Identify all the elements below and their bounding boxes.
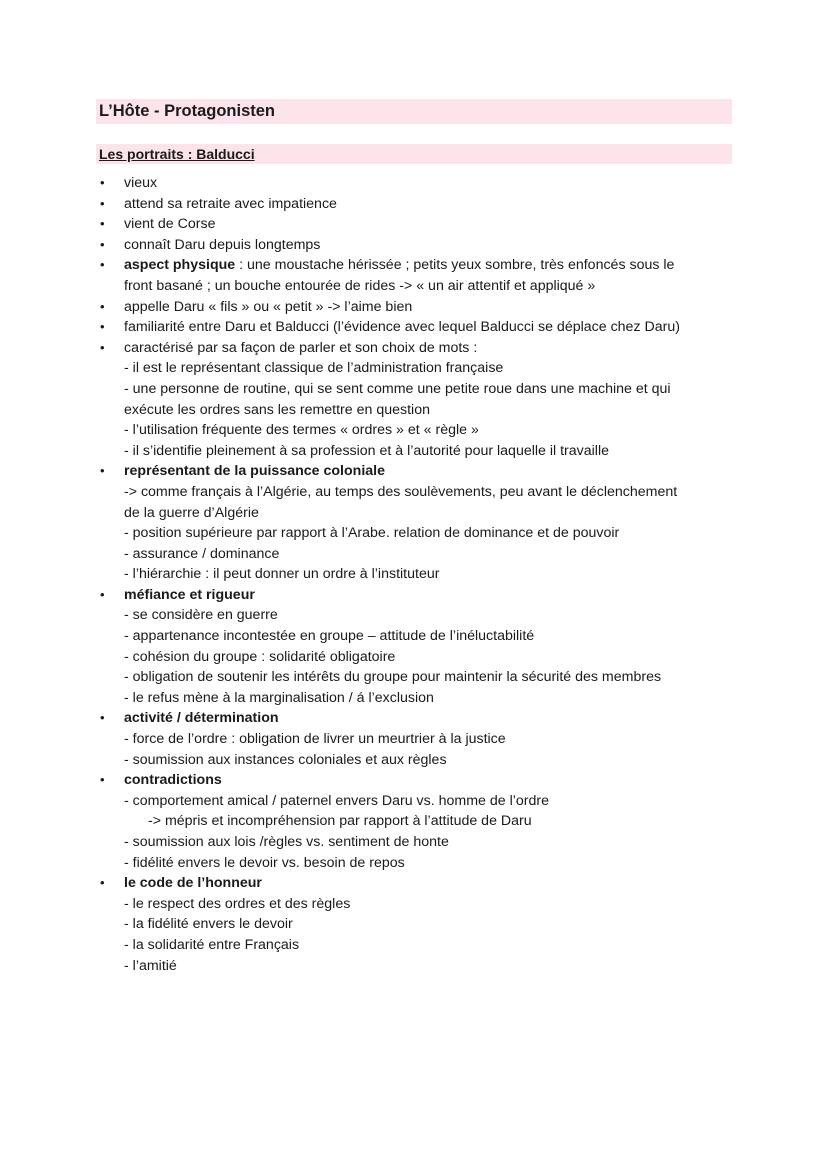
bullet-item bbox=[0, 770, 828, 791]
bullet-item bbox=[0, 255, 828, 276]
line-text bbox=[124, 441, 609, 462]
line-body: - la solidarité entre Français bbox=[124, 936, 300, 953]
line-text bbox=[124, 894, 350, 915]
bullet-item bbox=[0, 297, 828, 318]
line-body: - la fidélité envers le devoir bbox=[124, 916, 293, 933]
list-line bbox=[0, 853, 828, 874]
line-body: - il s’identifie pleinement à sa profession et à l’autorité pour laquelle il travaille bbox=[124, 442, 610, 459]
line-text bbox=[148, 811, 532, 832]
bullet-dot-icon: • bbox=[100, 463, 105, 479]
bold-term: méfiance et rigueur bbox=[124, 586, 255, 603]
line-body: appelle Daru « fils » ou « petit » -> l’aime bien bbox=[124, 298, 413, 315]
line-body: familiarité entre Daru et Balducci (l’évidence avec lequel Balducci se déplace chez Daru) bbox=[124, 319, 680, 336]
list-line bbox=[0, 791, 828, 812]
list-line bbox=[0, 564, 828, 585]
line-text bbox=[124, 276, 595, 297]
bold-term: représentant de la puissance coloniale bbox=[124, 463, 385, 480]
line-text bbox=[124, 688, 434, 709]
line-body: vient de Corse bbox=[124, 216, 216, 233]
line-text bbox=[124, 564, 439, 585]
line-text bbox=[124, 400, 430, 421]
list-line bbox=[0, 482, 828, 503]
line-text bbox=[124, 873, 262, 894]
bullet-list bbox=[0, 173, 828, 976]
line-body: - soumission aux lois /règles vs. sentiment de honte bbox=[124, 834, 449, 850]
bullet-dot-icon: • bbox=[100, 195, 105, 211]
line-body: - appartenance incontestée en groupe – attitude de l’inéluctabilité bbox=[124, 628, 535, 645]
line-text bbox=[124, 523, 619, 544]
section-heading: Les portraits : Balducci bbox=[99, 146, 255, 162]
line-text bbox=[124, 914, 293, 935]
bullet-dot-icon: • bbox=[100, 175, 105, 190]
list-line bbox=[0, 832, 828, 853]
list-line bbox=[0, 914, 828, 935]
bullet-dot-icon: • bbox=[100, 298, 105, 314]
bullet-item bbox=[0, 317, 828, 338]
list-line bbox=[0, 420, 828, 441]
line-body: vieux bbox=[124, 175, 158, 191]
bullet-dot-icon: • bbox=[100, 257, 105, 273]
line-text bbox=[124, 173, 157, 194]
line-text bbox=[124, 853, 405, 874]
line-text bbox=[124, 235, 320, 256]
line-text bbox=[124, 750, 447, 771]
line-body: -> mépris et incompréhension par rapport à l’attitude de Daru bbox=[148, 813, 532, 830]
list-line bbox=[0, 667, 828, 688]
bullet-item bbox=[0, 173, 828, 194]
line-text bbox=[124, 544, 279, 565]
list-line bbox=[0, 750, 828, 771]
line-body: - cohésion du groupe : solidarité obligatoire bbox=[124, 648, 396, 665]
line-text bbox=[124, 956, 177, 977]
list-line bbox=[0, 523, 828, 544]
list-line bbox=[0, 358, 828, 379]
line-body: - fidélité envers le devoir vs. besoin de repos bbox=[124, 854, 405, 871]
line-body: de la guerre d’Algérie bbox=[124, 504, 259, 521]
line-text bbox=[124, 297, 412, 318]
bold-term: activité / détermination bbox=[124, 710, 279, 727]
bullet-item bbox=[0, 461, 828, 482]
line-text bbox=[124, 605, 278, 626]
bullet-item bbox=[0, 194, 828, 215]
line-body: caractérisé par sa façon de parler et son choix de mots : bbox=[124, 339, 478, 356]
bullet-dot-icon: • bbox=[100, 319, 105, 335]
line-body: - le refus mène à la marginalisation / á l’exclusion bbox=[124, 689, 434, 706]
bullet-item bbox=[0, 708, 828, 729]
bullet-dot-icon: • bbox=[100, 586, 105, 602]
line-body: - comportement amical / paternel envers Daru vs. homme de l’ordre bbox=[124, 792, 550, 809]
line-text bbox=[124, 791, 549, 812]
line-text bbox=[124, 461, 385, 482]
line-text bbox=[124, 729, 506, 750]
line-body: : une moustache hérissée ; petits yeux sombre, très enfoncés sous le bbox=[235, 257, 675, 274]
line-text bbox=[124, 503, 259, 524]
list-line bbox=[0, 379, 828, 400]
line-body: attend sa retraite avec impatience bbox=[124, 195, 337, 212]
line-body: - l’utilisation fréquente des termes « ordres » et « règle » bbox=[124, 422, 479, 439]
list-line bbox=[0, 894, 828, 915]
line-text bbox=[124, 317, 680, 338]
list-line bbox=[0, 647, 828, 668]
line-body: - l’hiérarchie : il peut donner un ordre à l’instituteur bbox=[124, 566, 440, 583]
bullet-dot-icon: • bbox=[100, 772, 105, 788]
bullet-dot-icon: • bbox=[100, 339, 105, 355]
line-body: - position supérieure par rapport à l’Arabe. relation de dominance et de pouvoir bbox=[124, 525, 620, 542]
line-text bbox=[124, 338, 477, 359]
line-text bbox=[124, 770, 222, 791]
list-line bbox=[0, 626, 828, 647]
line-body: - il est le représentant classique de l’administration française bbox=[124, 360, 504, 377]
line-body: front basané ; un bouche entourée de rides -> « un air attentif et appliqué » bbox=[124, 277, 596, 294]
bullet-item bbox=[0, 873, 828, 894]
list-line bbox=[0, 935, 828, 956]
list-line bbox=[0, 503, 828, 524]
line-body: - une personne de routine, qui se sent comme une petite roue dans une machine et qui bbox=[124, 380, 671, 397]
line-text bbox=[124, 935, 299, 956]
line-text bbox=[124, 194, 337, 215]
list-line bbox=[0, 688, 828, 709]
line-text bbox=[124, 647, 395, 668]
line-text bbox=[124, 585, 255, 606]
line-text bbox=[124, 832, 449, 853]
page-title: L’Hôte - Protagonisten bbox=[99, 102, 276, 120]
line-body: -> comme français à l’Algérie, au temps des soulèvements, peu avant le déclenchement bbox=[124, 483, 678, 500]
list-line bbox=[0, 276, 828, 297]
line-text bbox=[124, 358, 503, 379]
bullet-item bbox=[0, 338, 828, 359]
bullet-item bbox=[0, 585, 828, 606]
line-text bbox=[124, 420, 479, 441]
bold-term: contradictions bbox=[124, 772, 222, 789]
line-body: - le respect des ordres et des règles bbox=[124, 895, 351, 912]
list-line bbox=[0, 729, 828, 750]
line-text bbox=[124, 255, 674, 276]
line-body: - soumission aux instances coloniales et aux règles bbox=[124, 751, 447, 768]
line-body: - se considère en guerre bbox=[124, 607, 278, 624]
line-body: - l’amitié bbox=[124, 957, 177, 974]
line-body: exécute les ordres sans les remettre en question bbox=[124, 401, 430, 418]
list-line bbox=[0, 956, 828, 977]
bold-term: aspect physique bbox=[124, 257, 236, 274]
line-body: - obligation de soutenir les intérêts du groupe pour maintenir la sécurité des membres bbox=[124, 669, 662, 686]
line-text bbox=[124, 708, 279, 729]
list-line bbox=[0, 544, 828, 565]
bullet-item bbox=[0, 214, 828, 235]
line-text bbox=[124, 214, 215, 235]
line-text bbox=[124, 379, 671, 400]
bullet-dot-icon: • bbox=[100, 236, 105, 252]
bullet-dot-icon: • bbox=[100, 216, 105, 232]
line-text bbox=[124, 482, 677, 503]
list-line bbox=[0, 605, 828, 626]
line-text bbox=[124, 626, 534, 647]
list-line bbox=[0, 400, 828, 421]
list-line bbox=[0, 441, 828, 462]
bullet-dot-icon: • bbox=[100, 710, 105, 726]
line-body: - force de l’ordre : obligation de livrer un meurtrier à la justice bbox=[124, 731, 506, 748]
bullet-item bbox=[0, 235, 828, 256]
list-line bbox=[0, 811, 828, 832]
line-body: - assurance / dominance bbox=[124, 545, 280, 562]
bullet-dot-icon: • bbox=[100, 875, 105, 891]
line-body: connaît Daru depuis longtemps bbox=[124, 236, 321, 253]
bold-term: le code de l’honneur bbox=[124, 875, 262, 892]
line-text bbox=[124, 667, 661, 688]
